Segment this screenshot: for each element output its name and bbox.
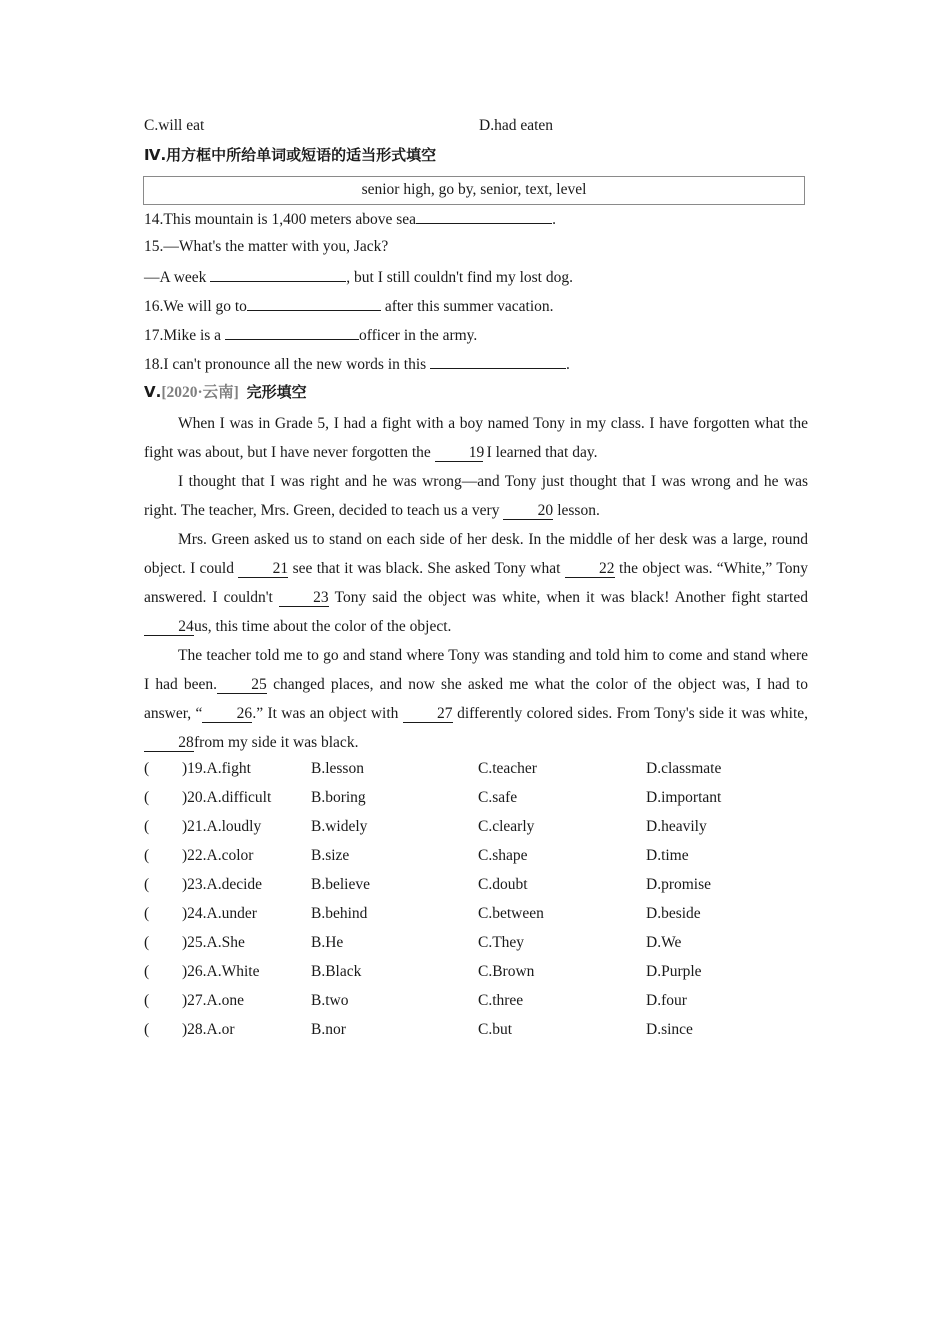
passage-paragraph-2 [144, 467, 808, 525]
passage-paragraph-1 [144, 409, 808, 467]
question-17 [144, 324, 477, 346]
option-d: D.important [646, 789, 722, 806]
option-c-will-eat: C.will eat [144, 117, 205, 134]
answer-paren[interactable]: ( [144, 963, 150, 980]
p3-text-e: us, this time about the color of the object. [194, 618, 452, 635]
passage-paragraph-4 [144, 641, 808, 757]
p4-text-e: from my side it was black. [194, 734, 359, 751]
option-d: D.promise [646, 876, 712, 893]
q16-text: 16.We will go to [144, 298, 247, 315]
p3-text-b: see that it was black. She asked Tony what [288, 560, 565, 577]
answer-paren[interactable]: ( [144, 876, 150, 893]
q16-end: after this summer vacation. [380, 298, 554, 315]
option-d: D.heavily [646, 818, 707, 835]
p4-text-b: changed places, and now she asked me what the color of the object was, I had to answer, “ [144, 676, 808, 722]
q16-blank[interactable] [247, 295, 381, 311]
blank-26[interactable]: 26 [202, 705, 252, 723]
p3-text-c: the object was. “White,” Tony answered. I couldn't [144, 560, 808, 606]
option-b: B.Black [311, 963, 362, 980]
section-5-title: 完形填空 [246, 383, 307, 401]
option-a: )26.A.White [182, 963, 260, 980]
question-14 [144, 208, 556, 230]
p1-text-a: When I was in Grade 5, I had a fight with a boy named Tony in my class. I have forgotten what the fight was about, but I have never forgotten the [144, 415, 808, 461]
option-d: D.time [646, 847, 689, 864]
option-b: B.size [311, 847, 350, 864]
blank-23[interactable]: 23 [279, 589, 329, 607]
option-c: C.shape [478, 847, 528, 864]
p1-text-b: I learned that day. [482, 444, 598, 461]
option-c: C.doubt [478, 876, 528, 893]
option-c: C.between [478, 905, 544, 922]
option-d: D.We [646, 934, 682, 951]
q17-text: 17.Mike is a [144, 327, 225, 344]
p4-text-a: The teacher told me to go and stand where Tony was standing and told him to come and stand where I had been. [144, 647, 808, 693]
blank-28[interactable]: 28 [144, 734, 194, 752]
q17-end: officer in the army. [358, 327, 478, 344]
blank-21[interactable]: 21 [238, 560, 288, 578]
section-5-heading [144, 382, 307, 403]
answer-paren[interactable]: ( [144, 934, 150, 951]
q18-end: . [566, 356, 570, 373]
section-4-title: Ⅳ.用方框中所给单词或短语的适当形式填空 [144, 146, 437, 164]
blank-27[interactable]: 27 [403, 705, 453, 723]
option-c: C.safe [478, 789, 518, 806]
question-18 [144, 353, 570, 375]
option-b: B.widely [311, 818, 368, 835]
word-box-text: senior high, go by, senior, text, level [361, 181, 587, 198]
q15-blank[interactable] [210, 266, 346, 282]
p4-text-c: .” It was an object with [252, 705, 403, 722]
option-b: B.He [311, 934, 344, 951]
option-c: C.Brown [478, 963, 535, 980]
option-a: )27.A.one [182, 992, 244, 1009]
blank-25[interactable]: 25 [217, 676, 267, 694]
option-b: B.behind [311, 905, 368, 922]
option-c: C.but [478, 1021, 513, 1038]
q14-end: . [552, 211, 556, 228]
option-a: )22.A.color [182, 847, 254, 864]
answer-paren[interactable]: ( [144, 992, 150, 1009]
option-b: B.boring [311, 789, 366, 806]
p3-text-a: Mrs. Green asked us to stand on each side of her desk. In the middle of her desk was a large, round object. I could [144, 531, 808, 577]
option-b: B.nor [311, 1021, 346, 1038]
p2-text-a: I thought that I was right and he was wrong—and Tony just thought that I was wrong and he was right. The teacher, Mrs. Green, decided to teach us a very [144, 473, 808, 519]
option-c: C.They [478, 934, 525, 951]
option-b: B.believe [311, 876, 370, 893]
p2-text-b: lesson. [553, 502, 600, 519]
q18-blank[interactable] [430, 353, 566, 369]
q15-end: , but I still couldn't find my lost dog. [346, 269, 573, 286]
question-15-answer [144, 266, 573, 288]
answer-paren[interactable]: ( [144, 1021, 150, 1038]
option-a: )23.A.decide [182, 876, 263, 893]
q15-text: —A week [144, 269, 211, 286]
blank-24[interactable]: 24 [144, 618, 194, 636]
option-a: )28.A.or [182, 1021, 235, 1038]
answer-paren[interactable]: ( [144, 760, 150, 777]
option-a: )24.A.under [182, 905, 257, 922]
q18-text: 18.I can't pronounce all the new words in this [144, 356, 431, 373]
blank-22[interactable]: 22 [565, 560, 615, 578]
blank-20[interactable]: 20 [503, 502, 553, 520]
option-a: )20.A.difficult [182, 789, 272, 806]
option-a: )21.A.loudly [182, 818, 262, 835]
section-5-prefix: Ⅴ. [144, 383, 162, 401]
q14-text: 14.This mountain is 1,400 meters above sea [144, 211, 417, 228]
word-box [143, 176, 805, 205]
option-d: D.four [646, 992, 687, 1009]
option-d: D.classmate [646, 760, 722, 777]
option-c: C.clearly [478, 818, 535, 835]
option-a: )19.A.fight [182, 760, 251, 777]
p3-text-d: Tony said the object was white, when it was black! Another fight started [328, 589, 808, 606]
option-d: D.beside [646, 905, 701, 922]
question-15: 15.—What's the matter with you, Jack? [144, 238, 389, 255]
option-d-had-eaten: D.had eaten [479, 117, 554, 134]
option-b: B.lesson [311, 760, 364, 777]
q14-blank[interactable] [416, 208, 552, 224]
blank-19[interactable]: 19 [435, 444, 483, 462]
answer-paren[interactable]: ( [144, 818, 150, 835]
p4-text-d: differently colored sides. From Tony's side it was white, [452, 705, 809, 722]
question-16 [144, 295, 554, 317]
option-a: )25.A.She [182, 934, 245, 951]
option-d: D.since [646, 1021, 693, 1038]
answer-paren[interactable]: ( [144, 789, 150, 806]
answer-paren[interactable]: ( [144, 847, 150, 864]
section-5-source: [2020·云南] [161, 384, 239, 401]
option-c: C.three [478, 992, 524, 1009]
passage-paragraph-3 [144, 525, 808, 641]
q17-blank[interactable] [225, 324, 359, 340]
option-b: B.two [311, 992, 349, 1009]
option-d: D.Purple [646, 963, 702, 980]
answer-paren[interactable]: ( [144, 905, 150, 922]
option-c: C.teacher [478, 760, 537, 777]
